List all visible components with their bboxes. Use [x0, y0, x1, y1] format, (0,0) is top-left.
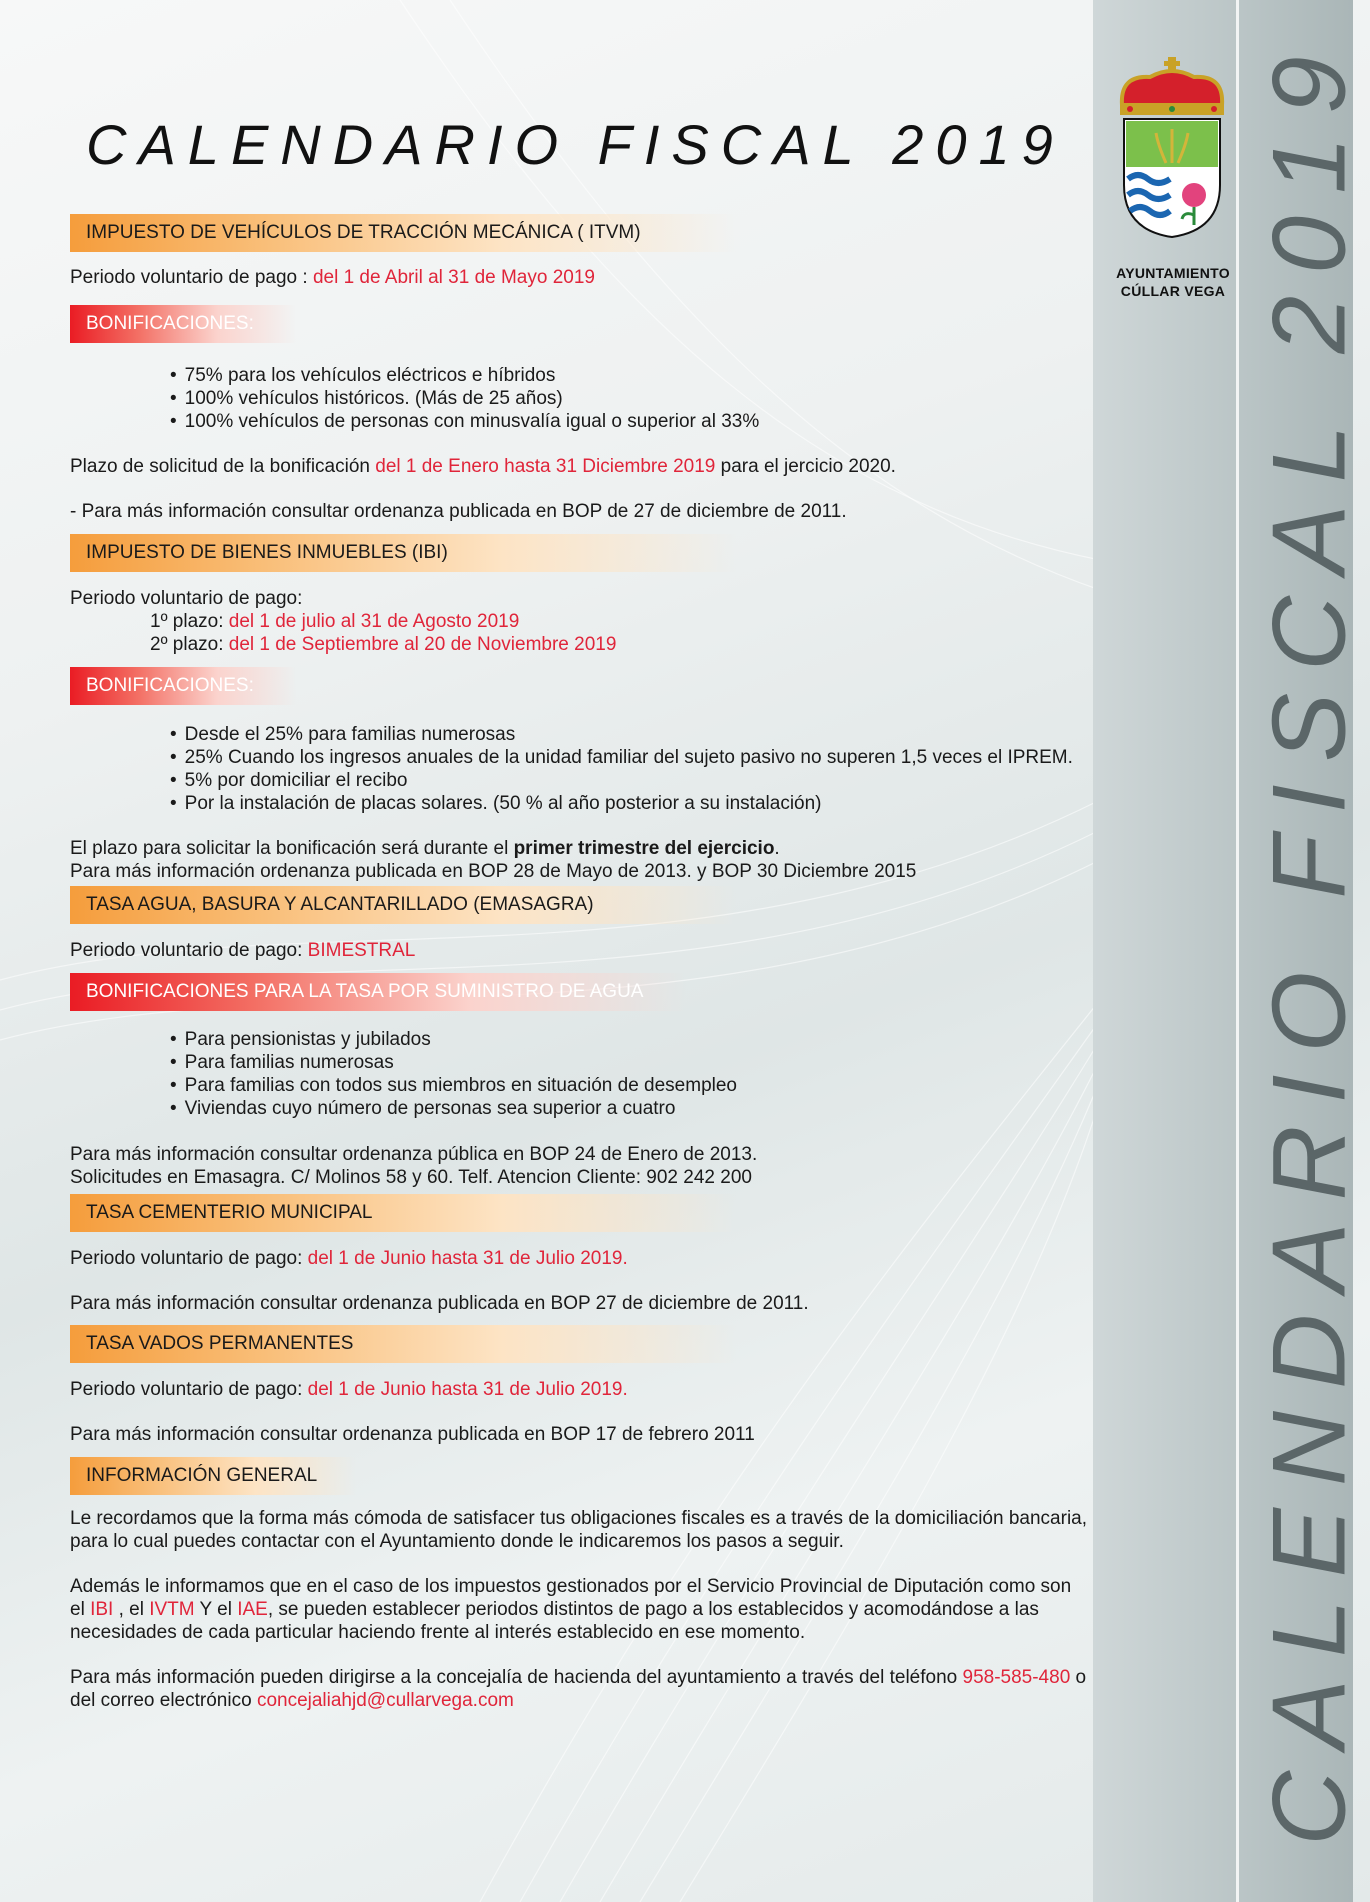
section-heading-cementerio: TASA CEMENTERIO MUNICIPAL: [70, 1194, 736, 1232]
list-item: • 5% por domiciliar el recibo: [170, 769, 1090, 792]
info-para2-ibi: IBI: [90, 1599, 114, 1620]
itvm-period-label: Periodo voluntario de pago :: [70, 267, 313, 288]
cementerio-period-label: Periodo voluntario de pago:: [70, 1248, 308, 1269]
ibi-note2: Para más información ordenanza publicada en BOP 28 de Mayo de 2013. y BOP 30 Diciembre 2015: [70, 861, 917, 882]
ibi-note1-bold: primer trimestre del ejercicio: [513, 838, 775, 859]
ibi-plazo2: [70, 633, 1090, 656]
info-para2-b: , el: [113, 1599, 150, 1620]
itvm-plazo-post: para el jercicio 2020.: [715, 456, 896, 477]
crest-caption-line2: CÚLLAR VEGA: [1120, 283, 1226, 299]
content: [70, 214, 1090, 1712]
itvm-period: [70, 266, 1090, 289]
section-heading-vados: TASA VADOS PERMANENTES: [70, 1325, 736, 1363]
cementerio-period: [70, 1247, 1090, 1270]
coat-of-arms-icon: [1110, 55, 1235, 240]
ibi-note1-post: .: [774, 838, 780, 859]
list-item: • Desde el 25% para familias numerosas: [170, 723, 1090, 746]
ibi-plazo1-label: 1º plazo:: [150, 611, 229, 632]
vados-period-value: del 1 de Junio hasta 31 de Julio 2019.: [307, 1379, 628, 1400]
agua-more-info1: Para más información consultar ordenanza pública en BOP 24 de Enero de 2013.: [70, 1144, 758, 1165]
ibi-bonus-list: [70, 723, 1090, 815]
agua-bonus-heading: BONIFICACIONES PARA LA TASA POR SUMINISTRO DE AGUA: [70, 973, 686, 1011]
page-title: CALENDARIO FISCAL 2019: [86, 113, 1065, 176]
ibi-plazo1: [70, 610, 1090, 633]
itvm-plazo: [70, 455, 1090, 478]
info-para2-ivtm: IVTM: [149, 1599, 195, 1620]
ibi-plazo2-label: 2º plazo:: [150, 634, 229, 655]
agua-bonus-list: [70, 1028, 1090, 1120]
info-email: concejaliahjd@cullarvega.com: [256, 1690, 514, 1711]
agua-more-info2: Solicitudes en Emasagra. C/ Molinos 58 y 60. Telf. Atencion Cliente: 902 242 200: [70, 1167, 752, 1188]
list-item: • Para pensionistas y jubilados: [170, 1028, 1090, 1051]
info-phone: 958-585-480: [962, 1667, 1071, 1688]
list-item: • Por la instalación de placas solares. (50 % al año posterior a su instalación): [170, 792, 1090, 815]
info-para2-a: Además le informamos que en el caso de los impuestos gestionados por el Servicio Provincial de Diputación como son el: [70, 1576, 1072, 1620]
list-item: • 75% para los vehículos eléctricos e híbridos: [170, 364, 1090, 387]
info-para3-a: Para más información pueden dirigirse a la concejalía de hacienda del ayuntamiento a través del teléfono: [70, 1667, 963, 1688]
list-item: • 100% vehículos de personas con minusvalía igual o superior al 33%: [170, 410, 1090, 433]
vertical-title: CALENDARIO FISCAL 2019: [1251, 34, 1368, 1846]
agua-period-label: Periodo voluntario de pago:: [70, 940, 308, 961]
itvm-bonus-heading: BONIFICACIONES:: [70, 305, 296, 343]
ibi-note1: [70, 837, 1090, 860]
ibi-note1-pre: El plazo para solicitar la bonificación será durante el: [70, 838, 514, 859]
itvm-plazo-value: del 1 de Enero hasta 31 Diciembre 2019: [375, 456, 716, 477]
list-item: • Para familias con todos sus miembros en situación de desempleo: [170, 1074, 1090, 1097]
crest-caption: [1098, 264, 1248, 300]
vados-period-label: Periodo voluntario de pago:: [70, 1379, 308, 1400]
agua-period-value: BIMESTRAL: [307, 940, 416, 961]
agua-period: [70, 939, 1090, 962]
itvm-period-value: del 1 de Abril al 31 de Mayo 2019: [312, 267, 595, 288]
itvm-more-info: - Para más información consultar ordenanza publicada en BOP de 27 de diciembre de 2011.: [70, 501, 847, 522]
section-heading-info: INFORMACIÓN GENERAL: [70, 1457, 356, 1495]
cementerio-more-info: Para más información consultar ordenanza publicada en BOP 27 de diciembre de 2011.: [70, 1293, 809, 1314]
info-para1: Le recordamos que la forma más cómoda de satisfacer tus obligaciones fiscales es a través de la domiciliación bancaria, para lo cual puedes contactar con el Ayuntamiento donde le indicaremos los pasos a seguir.: [70, 1508, 1088, 1552]
list-item: • 100% vehículos históricos. (Más de 25 años): [170, 387, 1090, 410]
info-para3: [70, 1666, 1090, 1712]
crest-caption-line1: AYUNTAMIENTO: [1116, 265, 1230, 281]
itvm-bonus-list: [70, 364, 1090, 433]
list-item: • Para familias numerosas: [170, 1051, 1090, 1074]
info-para2: [70, 1575, 1090, 1644]
info-para2-iae: IAE: [237, 1599, 268, 1620]
cementerio-period-value: del 1 de Junio hasta 31 de Julio 2019.: [307, 1248, 628, 1269]
info-para2-c: Y el: [194, 1599, 238, 1620]
vados-period: [70, 1378, 1090, 1401]
vados-more-info: Para más información consultar ordenanza publicada en BOP 17 de febrero 2011: [70, 1424, 755, 1445]
list-item: • 25% Cuando los ingresos anuales de la unidad familiar del sujeto pasivo no superen 1,5 veces el IPREM.: [170, 746, 1090, 769]
section-heading-itvm: IMPUESTO DE VEHÍCULOS DE TRACCIÓN MECÁNICA ( ITVM): [70, 214, 736, 252]
info-para2-d: , se pueden establecer periodos distintos de pago a los establecidos y acomodándose a las necesidades de cada particular haciendo frente al interés establecido en ese momento.: [70, 1599, 1039, 1643]
ibi-period-label: Periodo voluntario de pago:: [70, 588, 303, 609]
itvm-plazo-pre: Plazo de solicitud de la bonificación: [70, 456, 376, 477]
info-para3-b: o del correo electrónico: [70, 1667, 1087, 1711]
ibi-plazo2-value: del 1 de Septiembre al 20 de Noviembre 2019: [228, 634, 617, 655]
ibi-plazo1-value: del 1 de julio al 31 de Agosto 2019: [228, 611, 520, 632]
section-heading-agua: TASA AGUA, BASURA Y ALCANTARILLADO (EMASAGRA): [70, 886, 736, 924]
ibi-bonus-heading: BONIFICACIONES:: [70, 667, 296, 705]
list-item: • Viviendas cuyo número de personas sea superior a cuatro: [170, 1097, 1090, 1120]
section-heading-ibi: IMPUESTO DE BIENES INMUEBLES (IBI): [70, 534, 736, 572]
